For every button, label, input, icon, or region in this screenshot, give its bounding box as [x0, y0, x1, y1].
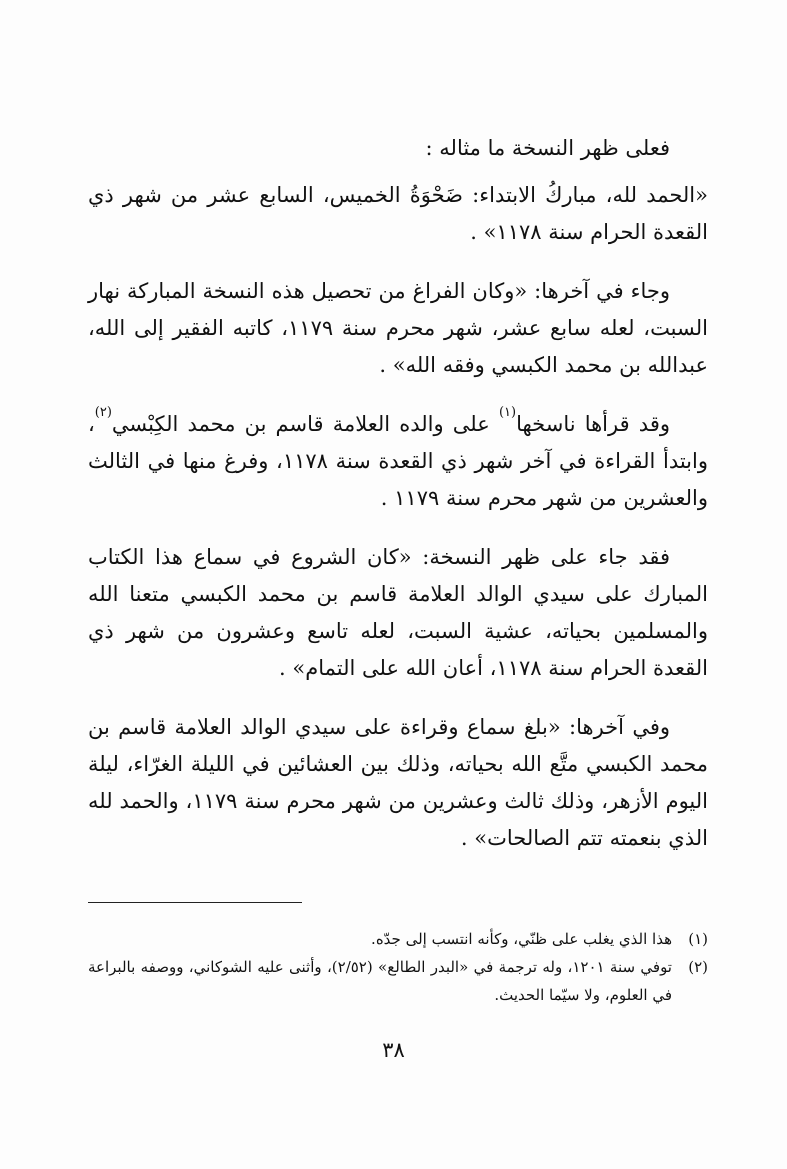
paragraph-4-part1: وقد قرأها ناسخها	[516, 412, 670, 436]
footnote-number: (٢)	[688, 958, 708, 976]
paragraph-4-part3: ، وابتدأ القراءة في آخر شهر ذي القعدة سنة ١١٧٨، وفرغ منها في الثالث والعشرين من شهر محرم سنة ١١٧٩ .	[88, 412, 708, 510]
paragraph-4	[88, 406, 708, 517]
footnote-2	[88, 953, 708, 1009]
footnotes	[88, 925, 708, 1009]
main-text	[88, 130, 708, 879]
footnote-1	[88, 925, 708, 953]
paragraph-1: فعلى ظهر النسخة ما مثاله :	[425, 136, 670, 160]
footnote-ref-1[interactable]: (١)	[498, 405, 517, 420]
paragraph-5: فقد جاء على ظهر النسخة: «كان الشروع في سماع هذا الكتاب المبارك على سيدي الوالد العلامة قاسم بن محمد الكبسي متعنا الله والمسلمين بحياته، عشية السبت، لعله تاسع وعشرون من شهر ذي القعدة الحرام سنة ١١٧٨، أعان الله على التمام» .	[88, 545, 708, 680]
footnote-text: هذا الذي يغلب على ظنّي، وكأنه انتسب إلى جدّه.	[371, 930, 672, 948]
footnote-text: توفي سنة ١٢٠١، وله ترجمة في «البدر الطالع» (٢/٥٢)، وأثنى عليه الشوكاني، ووصفه بالبراعة في العلوم، ولا سيّما الحديث.	[88, 958, 672, 1004]
footnote-ref-2[interactable]: (٢)	[94, 405, 112, 420]
footnote-divider	[88, 902, 302, 903]
paragraph-3: وجاء في آخرها: «وكان الفراغ من تحصيل هذه النسخة المباركة نهار السبت، لعله سابع عشر، شهر محرم سنة ١١٧٩، كاتبه الفقير إلى الله، عبدالله بن محمد الكبسي وفقه الله» .	[88, 279, 708, 377]
paragraph-4-part2: على والده العلامة قاسم بن محمد الكِبْسي	[111, 412, 499, 436]
paragraph-2: «الحمد لله، مباركُ الابتداء: ضَحْوَةُ الخميس، السابع عشر من شهر ذي القعدة الحرام سنة ١١٧٨» .	[88, 183, 708, 244]
page-number: ٣٨	[382, 1038, 405, 1062]
footnote-number: (١)	[688, 930, 708, 948]
paragraph-6: وفي آخرها: «بلغ سماع وقراءة على سيدي الوالد العلامة قاسم بن محمد الكبسي متَّع الله بحياته، وذلك بين العشائين في الليلة الغرّاء، ليلة اليوم الأزهر، وذلك ثالث وعشرين من شهر محرم سنة ١١٧٩، والحمد لله الذي بنعمته تتم الصالحات» .	[88, 715, 708, 850]
